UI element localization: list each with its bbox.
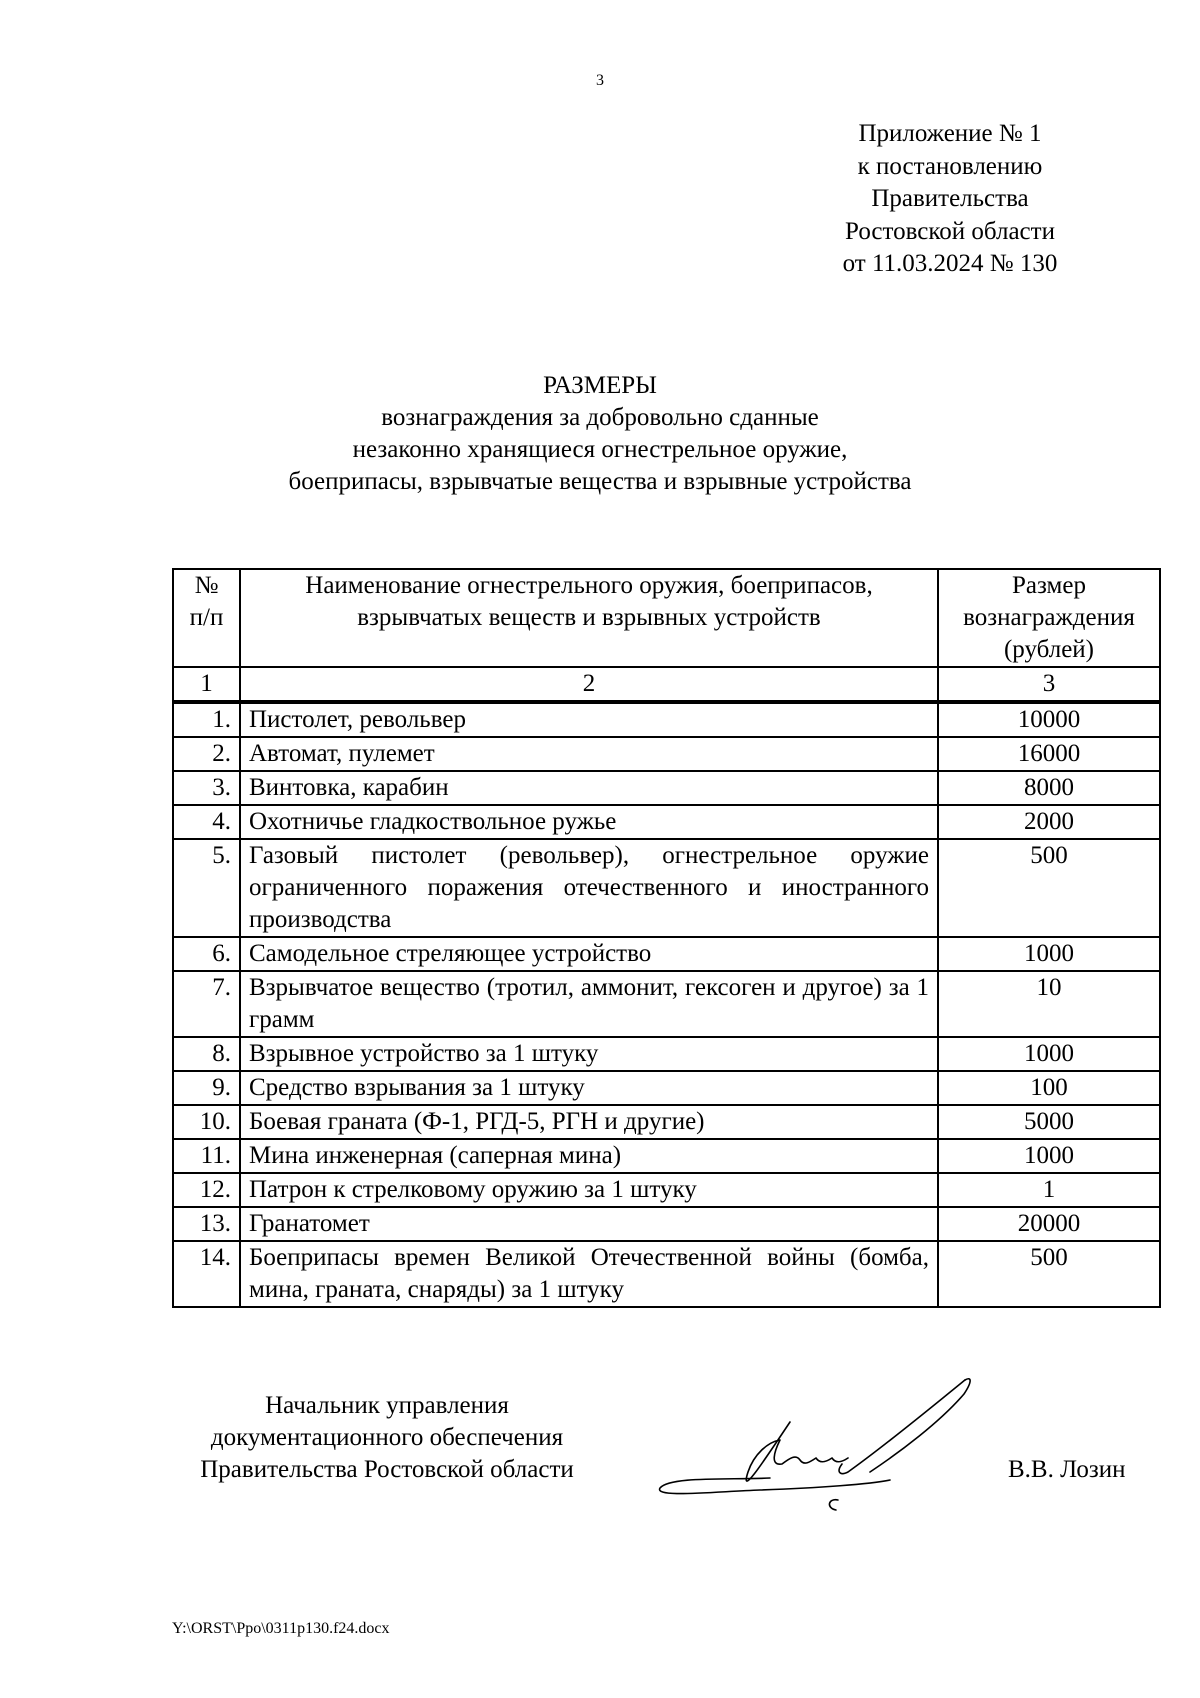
row-amount: 20000 — [938, 1207, 1160, 1241]
appendix-block — [820, 118, 1080, 281]
row-number: 10. — [173, 1105, 240, 1139]
table-row — [173, 1037, 1160, 1071]
row-number: 11. — [173, 1139, 240, 1173]
table-row — [173, 1241, 1160, 1307]
row-number: 4. — [173, 805, 240, 839]
row-amount: 1000 — [938, 937, 1160, 971]
row-amount: 10000 — [938, 702, 1160, 737]
page-number: 3 — [596, 72, 604, 89]
row-number: 5. — [173, 839, 240, 937]
row-number: 7. — [173, 971, 240, 1037]
index-cell: 3 — [938, 667, 1160, 702]
file-path: Y:\ORST\Ppo\0311p130.f24.docx — [172, 1620, 390, 1637]
table-row — [173, 702, 1160, 737]
row-name: Средство взрывания за 1 штуку — [240, 1071, 938, 1105]
row-amount: 500 — [938, 839, 1160, 937]
row-amount: 500 — [938, 1241, 1160, 1307]
row-amount: 1 — [938, 1173, 1160, 1207]
table-header-row — [173, 569, 1160, 667]
title-heading: РАЗМЕРЫ — [543, 372, 657, 399]
appendix-line: от 11.03.2024 № 130 — [842, 250, 1058, 277]
row-name: Автомат, пулемет — [240, 737, 938, 771]
table-row — [173, 1207, 1160, 1241]
row-name: Патрон к стрелковому оружию за 1 штуку — [240, 1173, 938, 1207]
appendix-line: Правительства — [871, 185, 1029, 212]
signatory-name: В.В. Лозин — [1008, 1456, 1126, 1483]
table-row — [173, 1105, 1160, 1139]
row-name: Пистолет, револьвер — [240, 702, 938, 737]
index-cell: 2 — [240, 667, 938, 702]
row-amount: 100 — [938, 1071, 1160, 1105]
table-row — [173, 839, 1160, 937]
row-amount: 16000 — [938, 737, 1160, 771]
appendix-line: Ростовской области — [845, 217, 1055, 245]
table-row — [173, 1173, 1160, 1207]
header-number: № п/п — [173, 569, 240, 667]
row-name: Гранатомет — [240, 1207, 938, 1241]
table-row — [173, 971, 1160, 1037]
table-row — [173, 771, 1160, 805]
appendix-line: к постановлению — [857, 152, 1043, 180]
title-subtitle-line: незаконно хранящиеся огнестрельное оружие, — [352, 436, 848, 463]
signatory-position-line: Правительства Ростовской области — [200, 1456, 574, 1483]
row-number: 3. — [173, 771, 240, 805]
row-number: 13. — [173, 1207, 240, 1241]
handwritten-signature — [650, 1372, 980, 1522]
signatory-position-line: документационного обеспечения — [210, 1424, 564, 1451]
table-row — [173, 805, 1160, 839]
row-amount: 10 — [938, 971, 1160, 1037]
row-amount: 2000 — [938, 805, 1160, 839]
row-number: 1. — [173, 702, 240, 737]
row-number: 8. — [173, 1037, 240, 1071]
row-name: Охотничье гладкоствольное ружье — [240, 805, 938, 839]
document-title — [200, 370, 1000, 498]
index-cell: 1 — [173, 667, 240, 702]
table-row — [173, 1071, 1160, 1105]
header-name: Наименование огнестрельного оружия, боеприпасов, взрывчатых веществ и взрывных устройств — [240, 569, 938, 667]
row-name: Газовый пистолет (револьвер), огнестрельное оружие ограниченного поражения отечественного и иностранного производства — [240, 839, 938, 937]
row-number: 2. — [173, 737, 240, 771]
row-number: 14. — [173, 1241, 240, 1307]
row-amount: 8000 — [938, 771, 1160, 805]
table-row — [173, 737, 1160, 771]
title-subtitle-line: вознаграждения за добровольно сданные — [381, 404, 819, 431]
row-name: Взрывное устройство за 1 штуку — [240, 1037, 938, 1071]
row-name: Боеприпасы времен Великой Отечественной войны (бомба, мина, граната, снаряды) за 1 штуку — [240, 1241, 938, 1307]
row-number: 6. — [173, 937, 240, 971]
row-name: Боевая граната (Ф-1, РГД-5, РГН и другие) — [240, 1105, 938, 1139]
row-name: Винтовка, карабин — [240, 771, 938, 805]
row-name: Самодельное стреляющее устройство — [240, 937, 938, 971]
header-amount: Размер вознаграждения (рублей) — [938, 569, 1160, 667]
row-amount: 1000 — [938, 1037, 1160, 1071]
title-subtitle-line: боеприпасы, взрывчатые вещества и взрывные устройства — [288, 468, 912, 495]
row-name: Мина инженерная (саперная мина) — [240, 1139, 938, 1173]
row-number: 9. — [173, 1071, 240, 1105]
appendix-line: Приложение № 1 — [858, 120, 1042, 147]
table-row — [173, 937, 1160, 971]
table-row — [173, 1139, 1160, 1173]
signatory-position-line: Начальник управления — [265, 1392, 509, 1419]
row-amount: 5000 — [938, 1105, 1160, 1139]
row-amount: 1000 — [938, 1139, 1160, 1173]
table-index-row — [173, 667, 1160, 702]
signatory-position — [172, 1390, 602, 1486]
row-name: Взрывчатое вещество (тротил, аммонит, гексоген и другое) за 1 грамм — [240, 971, 938, 1037]
row-number: 12. — [173, 1173, 240, 1207]
rewards-table — [172, 568, 1161, 1308]
